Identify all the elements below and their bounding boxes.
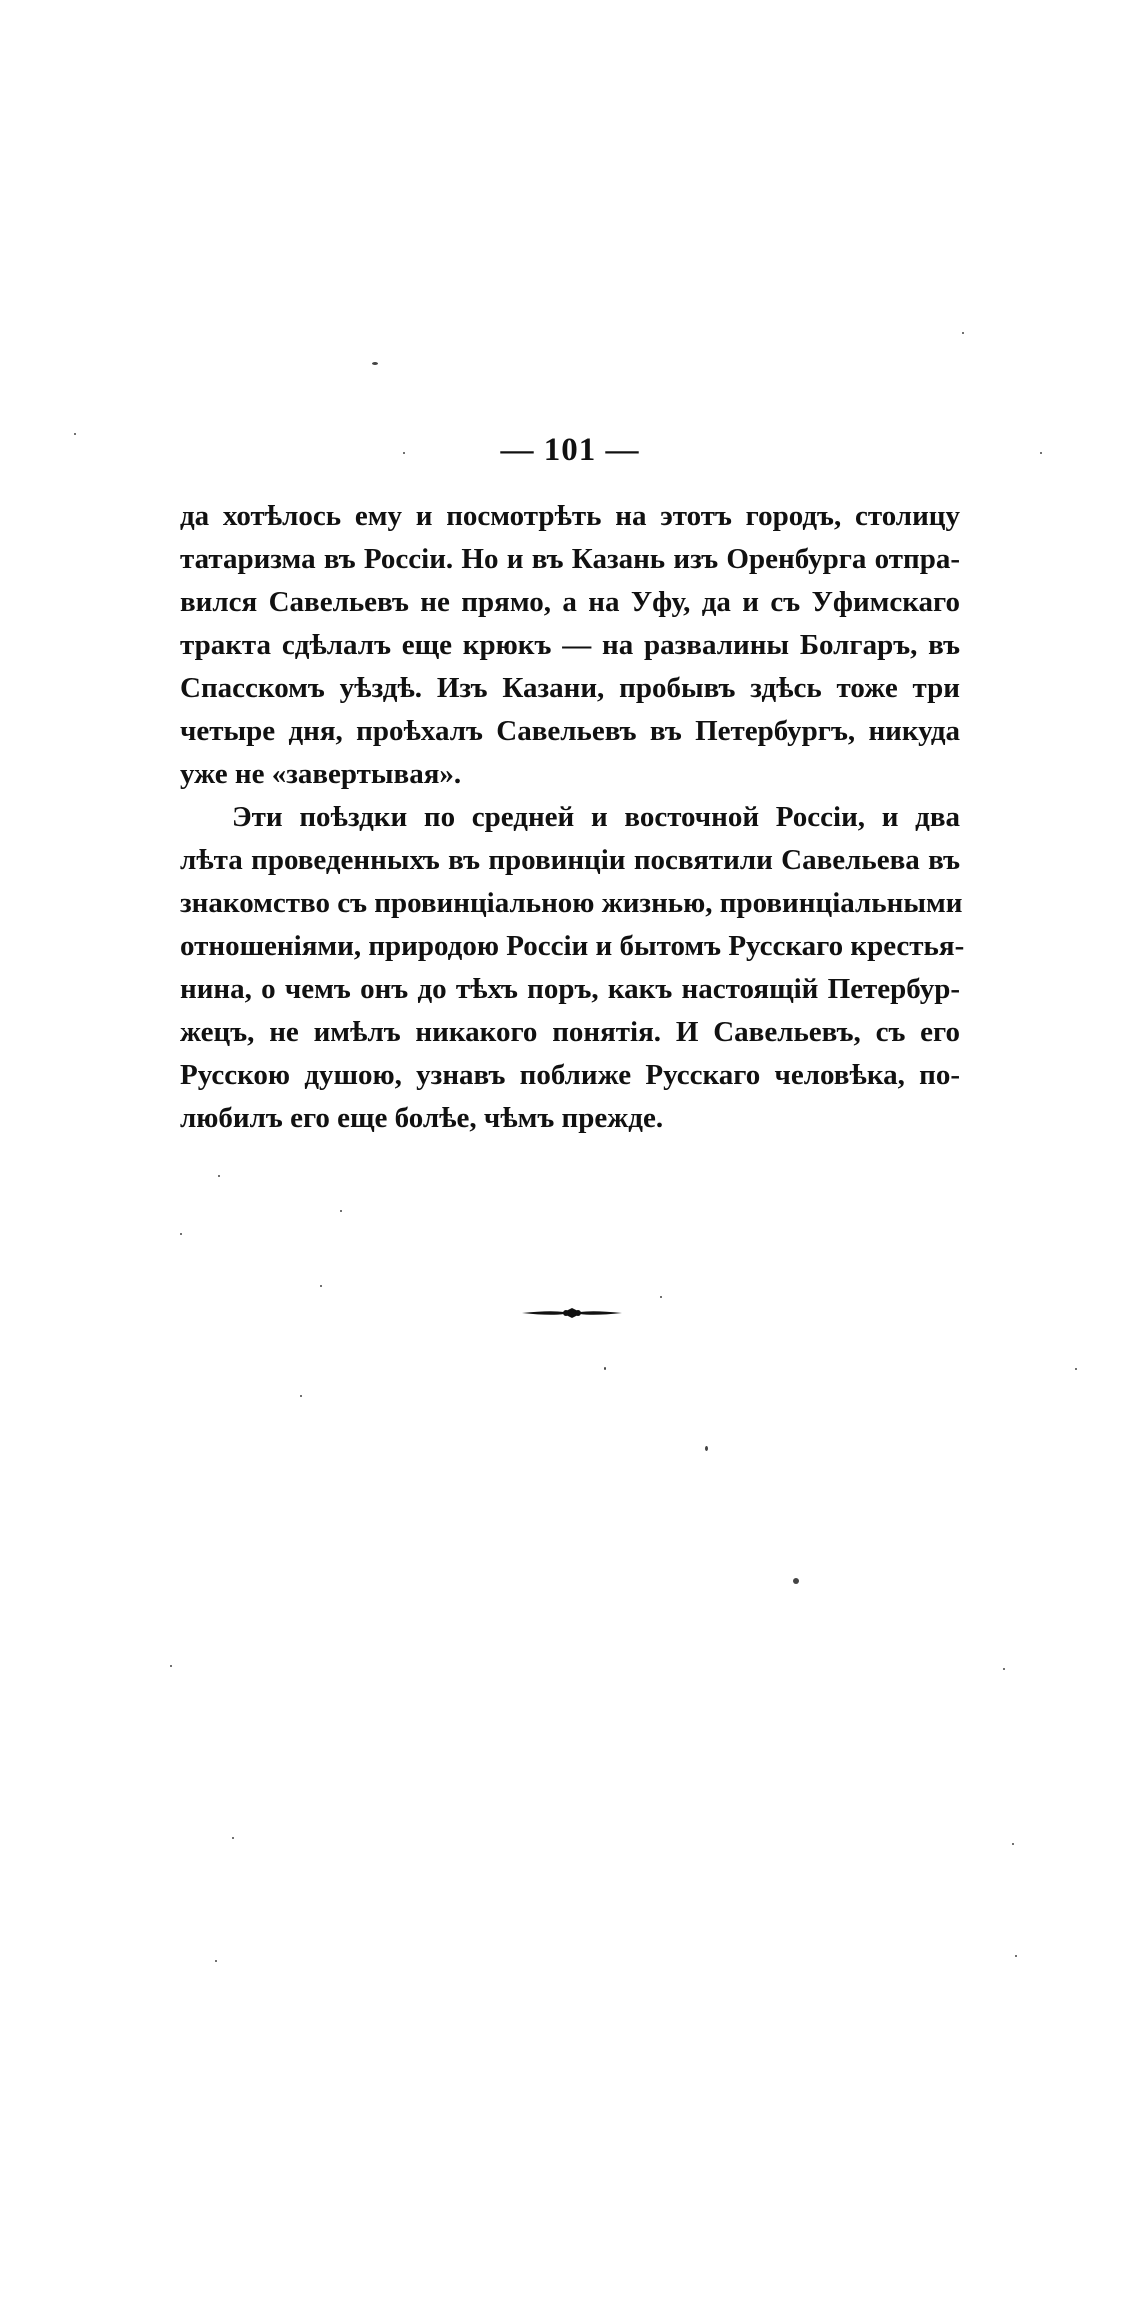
scan-speck — [170, 1665, 172, 1667]
scan-speck — [1015, 1955, 1017, 1957]
scan-speck — [403, 452, 405, 454]
scan-speck — [74, 433, 76, 435]
paragraph — [180, 495, 960, 796]
scan-speck — [215, 1960, 217, 1962]
text-line: Эти поѣздки по средней и восточной Россіи, и два — [232, 801, 960, 833]
text-line: Спасскомъ уѣздѣ. Изъ Казани, пробывъ здѣсь тоже три — [180, 672, 960, 704]
text-line: четыре дня, проѣхалъ Савельевъ въ Петербургъ, никуда — [180, 715, 960, 747]
scan-speck — [604, 1367, 606, 1370]
paragraph — [180, 796, 965, 1140]
tailpiece-ornament-icon — [520, 1305, 624, 1321]
text-block — [180, 495, 965, 1140]
scan-speck — [1040, 452, 1042, 454]
scan-speck — [1003, 1668, 1005, 1670]
text-line: да хотѣлось ему и посмотрѣть на этотъ городъ, столицу — [180, 500, 960, 532]
scan-speck — [1012, 1843, 1014, 1845]
scan-speck — [218, 1175, 220, 1177]
scan-speck — [1075, 1368, 1077, 1370]
text-line: знакомство съ провинціальною жизнью, провинціальными — [180, 887, 963, 919]
scan-speck — [300, 1395, 302, 1397]
text-line: уже не «завертывая». — [180, 758, 462, 790]
text-line: Русскою душою, узнавъ поближе Русскаго человѣка, по- — [180, 1059, 960, 1091]
text-line: лѣта проведенныхъ въ провинціи посвятили Савельева въ — [180, 844, 960, 876]
scan-speck — [660, 1296, 662, 1298]
scan-speck — [962, 332, 964, 334]
text-line: татаризма въ Россіи. Но и въ Казань изъ Оренбурга отпра- — [180, 543, 960, 575]
text-line: отношеніями, природою Россіи и бытомъ Русскаго крестья- — [180, 930, 965, 962]
scan-speck — [340, 1210, 342, 1212]
text-line: вился Савельевъ не прямо, а на Уфу, да и съ Уфимскаго — [180, 586, 960, 618]
scan-speck — [705, 1446, 708, 1451]
scan-speck — [320, 1285, 322, 1287]
scan-speck — [232, 1837, 234, 1839]
page-number: — 101 — — [500, 432, 640, 468]
text-line: тракта сдѣлалъ еще крюкъ — на развалины Болгаръ, въ — [180, 629, 960, 661]
scan-speck — [372, 362, 378, 365]
text-line: нина, о чемъ онъ до тѣхъ поръ, какъ настоящій Петербур- — [180, 973, 960, 1005]
text-line: жецъ, не имѣлъ никакого понятія. И Савельевъ, съ его — [180, 1016, 960, 1048]
scan-speck — [793, 1578, 799, 1584]
scan-speck — [180, 1233, 182, 1235]
text-line: любилъ его еще болѣе, чѣмъ прежде. — [180, 1102, 664, 1134]
